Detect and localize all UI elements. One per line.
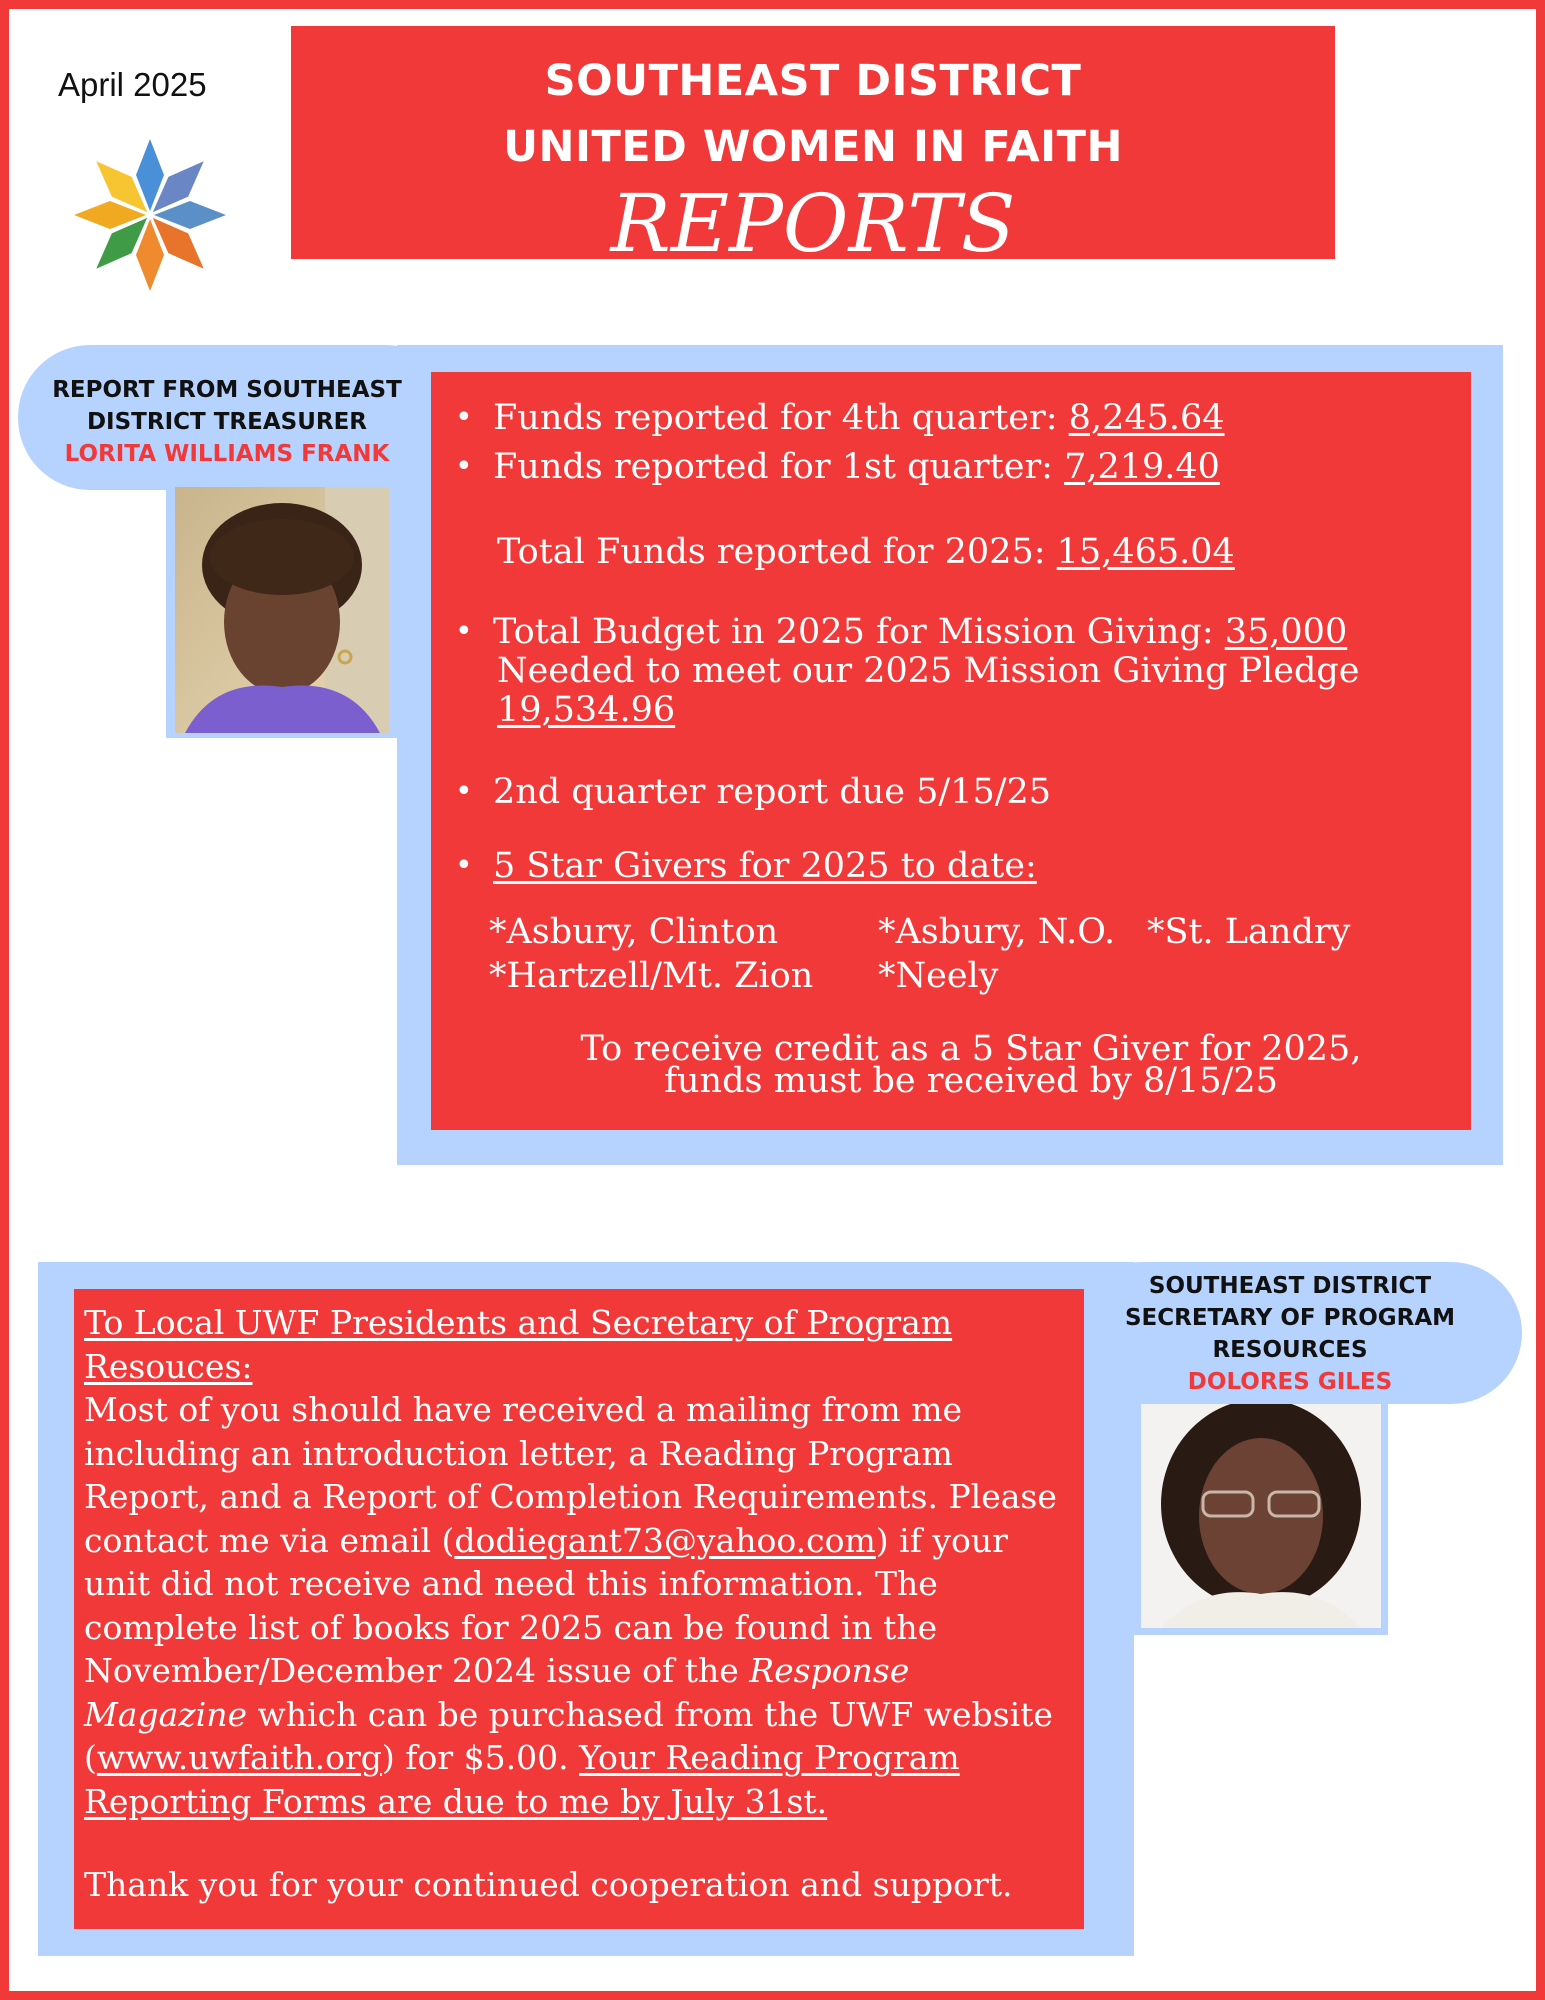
program-secretary-name: DOLORES GILES bbox=[1187, 1369, 1393, 1395]
budget-value: 35,000 bbox=[1224, 612, 1348, 652]
treasurer-name: LORITA WILLIAMS FRANK bbox=[64, 441, 390, 467]
program-label-line1: SOUTHEAST DISTRICT bbox=[1148, 1273, 1432, 1299]
q1-funds-row bbox=[493, 447, 1220, 487]
total-funds-label: Total Funds reported for 2025: bbox=[497, 532, 1057, 572]
treasurer-label bbox=[22, 374, 432, 470]
givers-column-2 bbox=[878, 910, 1115, 998]
program-thanks: Thank you for your continued cooperation and support. bbox=[84, 1865, 1013, 1904]
program-label-line2: SECRETARY OF PROGRAM bbox=[1124, 1305, 1456, 1331]
givers-column-1 bbox=[489, 910, 813, 998]
q4-funds-value: 8,245.64 bbox=[1068, 398, 1225, 438]
program-notice-heading: To Local UWF Presidents and Secretary of Program Resouces: bbox=[84, 1303, 953, 1386]
program-body-part1: Most of you should have received a mailing from me including an introduction letter, a Reading Program Report, and a Report of Completion Requirements. Please contact me via email ( bbox=[84, 1390, 1057, 1560]
givers-heading: 5 Star Givers for 2025 to date: bbox=[493, 846, 1037, 886]
q1-funds-value: 7,219.40 bbox=[1064, 447, 1220, 487]
q4-funds-row bbox=[493, 398, 1225, 438]
program-website-link[interactable]: www.uwfaith.org bbox=[96, 1738, 382, 1777]
program-body-part2: ) if your unit did not receive and need this information. The complete list of books for 2025 can be found in the November/December 2024 issue of the bbox=[84, 1520, 1008, 1690]
giver-item: *St. Landry bbox=[1147, 912, 1351, 952]
masthead-reports: REPORTS bbox=[610, 177, 1016, 270]
program-body-part3: which can be purchased from the UWF website ( bbox=[84, 1694, 1053, 1777]
treasurer-label-line1: REPORT FROM SOUTHEAST bbox=[52, 377, 402, 403]
giver-item: *Asbury, Clinton bbox=[489, 912, 779, 952]
five-star-note-line1: To receive credit as a 5 Star Giver for 2025, bbox=[580, 1029, 1362, 1069]
masthead-title-line2: UNITED WOMEN IN FAITH bbox=[503, 122, 1123, 172]
program-notice-panel bbox=[74, 1289, 1084, 1929]
treasurer-label-line2: DISTRICT TREASURER bbox=[86, 409, 368, 435]
givers-column-3 bbox=[1147, 910, 1350, 954]
program-label bbox=[1090, 1270, 1490, 1398]
q4-funds-label: Funds reported for 4th quarter: bbox=[493, 398, 1069, 438]
giver-item: *Neely bbox=[878, 956, 999, 996]
due-date-text: • 2nd quarter report due 5/15/25 bbox=[493, 772, 1051, 812]
uwf-flower-logo-icon bbox=[70, 135, 230, 295]
program-magazine-title: Response Magazine bbox=[84, 1651, 910, 1734]
five-star-note-line2: funds must be received by 8/15/25 bbox=[664, 1061, 1278, 1101]
treasurer-photo bbox=[175, 487, 389, 733]
program-label-line3: RESOURCES bbox=[1212, 1337, 1368, 1363]
giver-item: *Hartzell/Mt. Zion bbox=[489, 956, 814, 996]
total-funds-value: 15,465.04 bbox=[1056, 532, 1235, 572]
total-funds-row bbox=[497, 532, 1235, 572]
treasurer-report-panel bbox=[431, 372, 1471, 1130]
issue-date: April 2025 bbox=[58, 66, 207, 103]
program-email-link[interactable]: dodiegant73@yahoo.com bbox=[454, 1520, 876, 1560]
program-notice-body bbox=[84, 1388, 1069, 1823]
needed-label: Needed to meet our 2025 Mission Giving Pledge bbox=[497, 651, 1360, 691]
program-body-part4: ) for $5.00. bbox=[381, 1738, 580, 1777]
program-deadline: Your Reading Program Reporting Forms are due to me by July 31st. bbox=[84, 1738, 960, 1821]
program-notice-text bbox=[84, 1301, 1069, 1907]
needed-value: 19,534.96 bbox=[497, 690, 676, 730]
budget-label: Total Budget in 2025 for Mission Giving: bbox=[493, 612, 1225, 652]
program-secretary-photo bbox=[1141, 1404, 1381, 1628]
budget-row bbox=[493, 612, 1347, 652]
masthead-banner bbox=[291, 26, 1335, 270]
giver-item: *Asbury, N.O. bbox=[878, 912, 1116, 952]
q1-funds-label: Funds reported for 1st quarter: bbox=[493, 447, 1065, 487]
masthead-title-line1: SOUTHEAST DISTRICT bbox=[544, 56, 1082, 106]
givers-heading-row bbox=[493, 846, 1037, 886]
